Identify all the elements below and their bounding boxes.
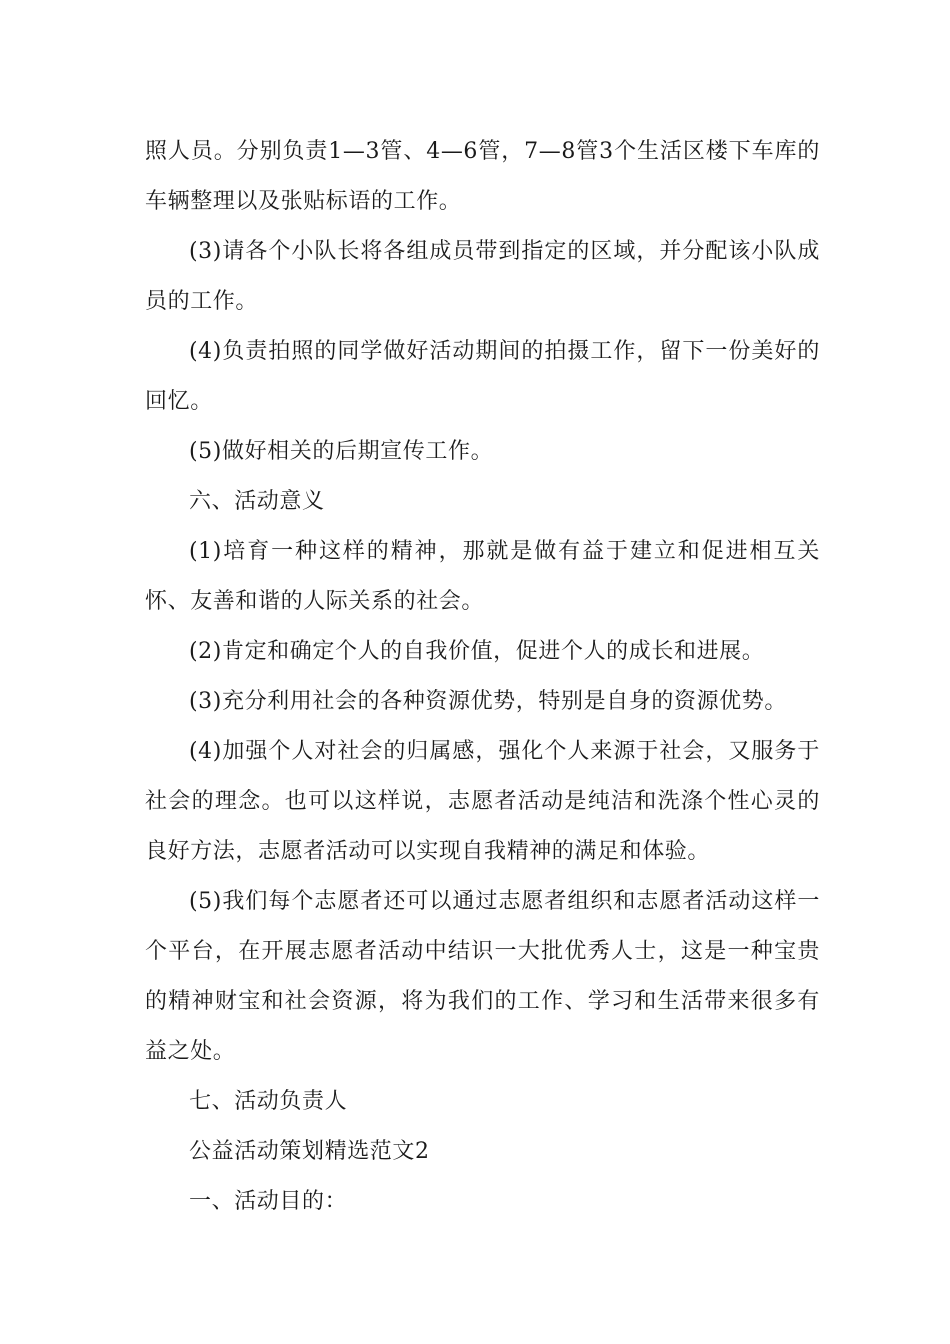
section-heading-responsible: 七、活动负责人 — [189, 1089, 348, 1114]
paragraph-significance-3: (3)充分利用社会的各种资源优势，特别是自身的资源优势。 — [189, 689, 787, 714]
section-heading-significance: 六、活动意义 — [189, 489, 325, 514]
paragraph-item-4: (4)负责拍照的同学做好活动期间的拍摄工作，留下一份美好的回忆。 — [145, 339, 820, 414]
paragraph-significance-5: (5)我们每个志愿者还可以通过志愿者组织和志愿者活动这样一个平台，在开展志愿者活动中结识一大批优秀人士，这是一种宝贵的精神财宝和社会资源，将为我们的工作、学习和生活带来很多有益之处。 — [145, 889, 820, 1064]
section-heading-purpose: 一、活动目的： — [189, 1189, 348, 1214]
paragraph-significance-1: (1)培育一种这样的精神，那就是做有益于建立和促进相互关怀、友善和谐的人际关系的社会。 — [145, 539, 820, 614]
paragraph-item-5: (5)做好相关的后期宣传工作。 — [189, 439, 494, 464]
document-subtitle: 公益活动策划精选范文2 — [189, 1139, 430, 1164]
document-body — [145, 127, 820, 1227]
paragraph-significance-4: (4)加强个人对社会的归属感，强化个人来源于社会，又服务于社会的理念。也可以这样说，志愿者活动是纯洁和洗涤个性心灵的良好方法，志愿者活动可以实现自我精神的满足和体验。 — [145, 739, 820, 864]
paragraph-continued: 照人员。分别负责1—3管、4—6管，7—8管3个生活区楼下车库的车辆整理以及张贴标语的工作。 — [145, 139, 820, 214]
paragraph-item-3: (3)请各个小队长将各组成员带到指定的区域，并分配该小队成员的工作。 — [145, 239, 820, 314]
paragraph-significance-2: (2)肯定和确定个人的自我价值，促进个人的成长和进展。 — [189, 639, 765, 664]
